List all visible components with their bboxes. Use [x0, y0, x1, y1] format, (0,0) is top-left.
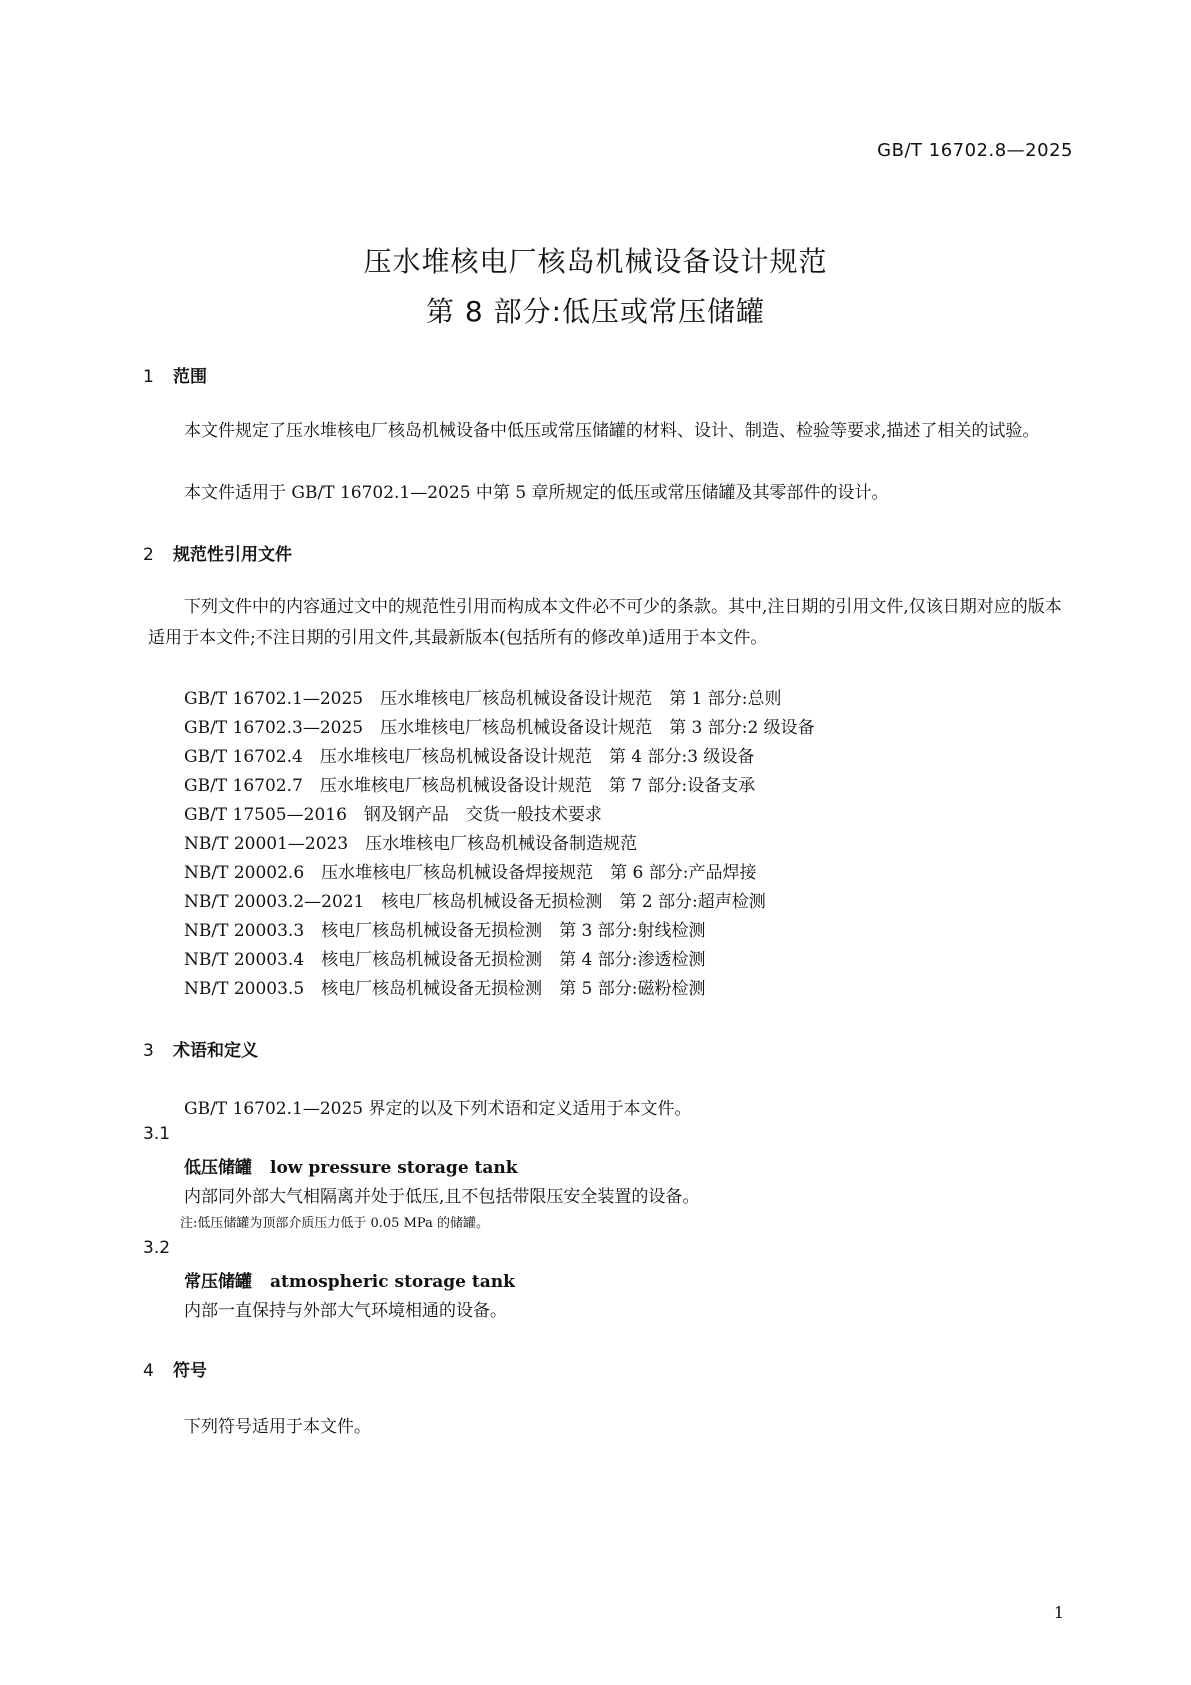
- section-1-heading: [143, 362, 207, 387]
- section-title: 术语和定义: [173, 1041, 258, 1061]
- section-1-para-1: 本文件规定了压水堆核电厂核岛机械设备中低压或常压储罐的材料、设计、制造、检验等要求,描述了相关的试验。: [184, 421, 1040, 441]
- document-title-line2: 第 8 部分:低压或常压储罐: [425, 295, 766, 328]
- reference-item: NB/T 20003.4 核电厂核岛机械设备无损检测 第 4 部分:渗透检测: [184, 950, 706, 970]
- page-number: 1: [1053, 1603, 1064, 1622]
- reference-item: GB/T 16702.4 压水堆核电厂核岛机械设备设计规范 第 4 部分:3 级设备: [184, 747, 755, 767]
- reference-item: GB/T 16702.7 压水堆核电厂核岛机械设备设计规范 第 7 部分:设备支承: [184, 776, 756, 796]
- reference-item: NB/T 20001—2023 压水堆核电厂核岛机械设备制造规范: [184, 834, 638, 854]
- reference-item: NB/T 20003.2—2021 核电厂核岛机械设备无损检测 第 2 部分:超声检测: [184, 892, 766, 912]
- reference-item: GB/T 16702.3—2025 压水堆核电厂核岛机械设备设计规范 第 3 部分:2 级设备: [184, 718, 815, 738]
- section-number: 4: [143, 1361, 154, 1381]
- term-3-2-definition: 内部一直保持与外部大气环境相通的设备。: [184, 1301, 507, 1321]
- term-3-2-number: 3.2: [143, 1238, 171, 1258]
- reference-item: GB/T 17505—2016 钢及钢产品 交货一般技术要求: [184, 805, 602, 825]
- term-3-1-definition: 内部同外部大气相隔离并处于低压,且不包括带限压安全装置的设备。: [184, 1187, 700, 1207]
- section-number: 1: [143, 367, 154, 387]
- standard-code: GB/T 16702.8—2025: [877, 140, 1073, 161]
- section-3-para-1: GB/T 16702.1—2025 界定的以及下列术语和定义适用于本文件。: [184, 1099, 692, 1119]
- section-title: 符号: [173, 1361, 207, 1381]
- term-chinese: 常压储罐: [184, 1272, 252, 1292]
- section-2-heading: [143, 540, 292, 565]
- section-4-heading: [143, 1356, 207, 1381]
- reference-item: GB/T 16702.1—2025 压水堆核电厂核岛机械设备设计规范 第 1 部分:总则: [184, 689, 782, 709]
- term-3-1-number: 3.1: [143, 1124, 171, 1144]
- section-3-heading: [143, 1036, 258, 1061]
- term-3-2: [184, 1267, 515, 1292]
- reference-item: NB/T 20003.3 核电厂核岛机械设备无损检测 第 3 部分:射线检测: [184, 921, 706, 941]
- term-chinese: 低压储罐: [184, 1158, 252, 1178]
- section-title: 范围: [173, 367, 207, 387]
- document-title-line1: 压水堆核电厂核岛机械设备设计规范: [363, 245, 828, 278]
- section-title: 规范性引用文件: [173, 545, 292, 565]
- reference-item: NB/T 20003.5 核电厂核岛机械设备无损检测 第 5 部分:磁粉检测: [184, 979, 706, 999]
- term-3-1: [184, 1153, 518, 1178]
- term-english: low pressure storage tank: [270, 1158, 518, 1178]
- section-number: 3: [143, 1041, 154, 1061]
- section-number: 2: [143, 545, 154, 565]
- term-english: atmospheric storage tank: [270, 1272, 515, 1292]
- term-3-1-note: 注:低压储罐为顶部介质压力低于 0.05 MPa 的储罐。: [180, 1216, 489, 1231]
- section-2-para-1: 下列文件中的内容通过文中的规范性引用而构成本文件必不可少的条款。其中,注日期的引用文件,仅该日期对应的版本适用于本文件;不注日期的引用文件,其最新版本(包括所有的修改单)适用于本文件。: [148, 597, 1062, 648]
- section-4-para-1: 下列符号适用于本文件。: [184, 1417, 371, 1437]
- reference-item: NB/T 20002.6 压水堆核电厂核岛机械设备焊接规范 第 6 部分:产品焊接: [184, 863, 757, 883]
- section-1-para-2: 本文件适用于 GB/T 16702.1—2025 中第 5 章所规定的低压或常压储罐及其零部件的设计。: [184, 483, 889, 503]
